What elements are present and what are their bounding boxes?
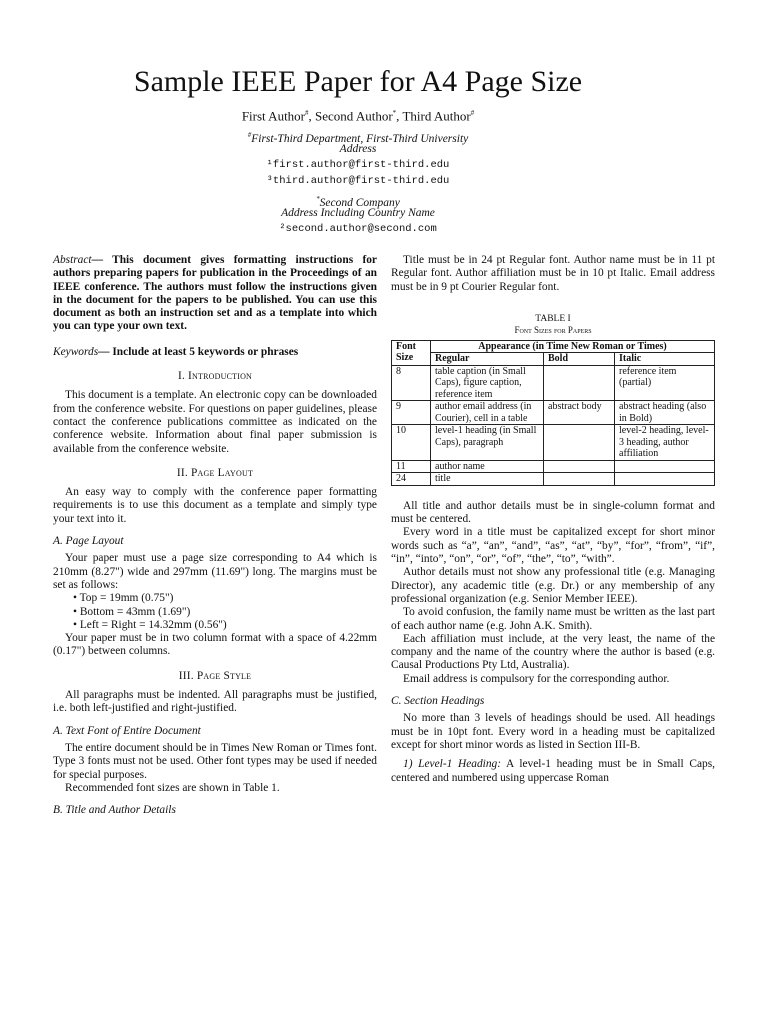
author-3-mark: # [470, 109, 475, 117]
table-cell-size: 9 [392, 401, 431, 425]
paragraph: The entire document should be in Times New Roman or Times font. Type 3 fonts must not be used. Other font types may be used if needed for special purposes. [53, 741, 377, 781]
table-cell-bold [544, 425, 615, 461]
paragraph: Recommended font sizes are shown in Table 1. [65, 781, 280, 794]
table-cell-regular: table caption (in Small Caps), figure caption, reference item [431, 365, 544, 401]
table-row [392, 460, 715, 473]
author-separator: , [308, 108, 316, 124]
paragraph: Your paper must use a page size corresponding to A4 which is 210mm (8.27") wide and 297mm (11.69") long. The margins must be set as follows: [53, 552, 377, 591]
table-cell-regular: author name [431, 460, 544, 473]
paragraph: All paragraphs must be indented. All paragraphs must be justified, i.e. both left-justified and right-justified. [53, 689, 377, 715]
section-heading-page-layout: II. Page Layout [176, 466, 254, 479]
email-1: ¹first.author@first-third.edu [266, 159, 450, 171]
table-cell-bold [544, 365, 615, 401]
affiliation-1-name: First-Third Department, First-Third University [251, 132, 469, 145]
table-cell-italic [615, 473, 715, 486]
paragraph: To avoid confusion, the family name must be written as the last part of each author name (e.g. John A.K. Smith). [391, 606, 715, 632]
email-2: ²second.author@second.com [279, 223, 437, 235]
paragraph: No more than 3 levels of headings should be used. All headings must be in 10pt font. Every word in a heading must be capitalized except for short minor words as listed in Section III-B. [391, 712, 715, 751]
author-separator: , [396, 108, 403, 124]
table-cell-regular: level-1 heading (in Small Caps), paragraph [431, 425, 544, 461]
table-cell-bold [544, 460, 615, 473]
font-size-table [391, 340, 715, 486]
table-header-bold: Bold [544, 353, 615, 366]
spacer [391, 486, 715, 500]
paragraph: Your paper must be in two column format with a space of 4.22mm (0.17") between columns. [53, 632, 377, 658]
section-heading-introduction: I. Introduction [177, 370, 253, 383]
paragraph: Email address is compulsory for the corresponding author. [403, 672, 670, 685]
affiliation-2-mark: * [316, 195, 320, 203]
table-cell-size: 24 [392, 473, 431, 486]
affiliation-1-mark: # [247, 131, 252, 139]
affiliation-2-name: Second Company [319, 196, 400, 209]
table-header-italic: Italic [615, 353, 715, 366]
keywords [53, 346, 377, 359]
paragraph: All title and author details must be in single-column format and must be centered. [391, 499, 715, 526]
subsection-heading-text-font: A. Text Font of Entire Document [53, 724, 201, 737]
table-header-appearance: Appearance (in Time New Roman or Times) [431, 340, 715, 353]
table-subcaption: Font Sizes for Papers [514, 324, 592, 335]
table-row [392, 365, 715, 401]
list-item: • Bottom = 43mm (1.69") [73, 605, 191, 618]
table-cell-size: 11 [392, 460, 431, 473]
table-row [392, 473, 715, 486]
author-2-mark: * [392, 109, 397, 117]
table-header-regular: Regular [431, 353, 544, 366]
paragraph: An easy way to comply with the conference paper formatting requirements is to use this document as a template and simply type your text into it. [53, 486, 377, 525]
email-3: ³third.author@first-third.edu [266, 175, 450, 187]
level3-heading-text: A level-1 heading must be in Small Caps, centered and numbered using uppercase Roman [391, 758, 715, 784]
table-cell-italic [615, 460, 715, 473]
paragraph: Every word in a title must be capitalized except for short minor words such as “a”, “an”, “and”, “as”, “at”, “by”, “for”, “from”, “if”, “in”, “into”, “on”, “or”, “of”, “the”, “to”, “with”. [391, 526, 715, 566]
subsection-heading-title-author: B. Title and Author Details [53, 804, 176, 817]
left-column [53, 254, 377, 821]
affiliation-2-line-2: Address Including Country Name [281, 207, 435, 219]
subsection-heading-page-layout: A. Page Layout [53, 535, 124, 548]
table-row [392, 401, 715, 425]
abstract-label: Abstract [53, 254, 92, 266]
paragraph: Author details must not show any professional title (e.g. Managing Director), any academic title (e.g. Dr.) or any membership of any professional organization (e.g. Senior Member IEEE). [391, 566, 715, 605]
subsection-heading-section-headings: C. Section Headings [391, 695, 485, 708]
list-item: • Left = Right = 14.32mm (0.56") [73, 618, 227, 631]
table-cell-regular: author email address (in Courier), cell in a table [431, 401, 544, 425]
list-item: • Top = 19mm (0.75") [73, 592, 174, 605]
paragraph: Title must be in 24 pt Regular font. Author name must be in 11 pt Regular font. Author affiliation must be in 10 pt Italic. Email address must be in 9 pt Courier Regular font. [391, 254, 715, 293]
table-caption: TABLE I [535, 313, 571, 324]
level3-heading-paragraph [391, 758, 715, 785]
keywords-text: — Include at least 5 keywords or phrases [98, 345, 299, 358]
abstract-text: — This document gives formatting instructions for authors preparing papers for publication in the Proceedings of an IEEE conference. The authors must follow the instructions given in the document for the papers to be published. You can use this document as both an instruction set and as a template into which you can type your own text. [53, 254, 377, 333]
table-cell-bold [544, 473, 615, 486]
keywords-label: Keywords [53, 345, 99, 358]
paragraph: This document is a template. An electronic copy can be downloaded from the conference website. For questions on paper guidelines, please contact the conference publications committee as indicated on the conference website. Information about final paper submission is available from the conference website. [53, 389, 377, 455]
abstract [53, 254, 377, 334]
margin-list [53, 592, 377, 632]
section-heading-page-style: III. Page Style [178, 669, 252, 682]
paper-title: Sample IEEE Paper for A4 Page Size [133, 65, 583, 98]
author-1-mark: # [305, 109, 309, 117]
author-1: First Author [241, 108, 306, 124]
author-2: Second Author [315, 108, 393, 124]
paragraph: Each affiliation must include, at the very least, the name of the company and the name of the country where the author is based (e.g. Causal Productions Pty Ltd, Australia). [391, 632, 715, 672]
affiliation-1-line-2: Address [339, 143, 377, 155]
right-column [391, 254, 715, 785]
table-cell-italic: level-2 heading, level-3 heading, author affiliation [615, 425, 715, 461]
author-list [0, 104, 716, 125]
table-cell-size: 10 [392, 425, 431, 461]
table-cell-italic: abstract heading (also in Bold) [615, 401, 715, 425]
table-row [392, 425, 715, 461]
table-cell-bold: abstract body [544, 401, 615, 425]
table-cell-regular: title [431, 473, 544, 486]
table-cell-size: 8 [392, 365, 431, 401]
table-header-font-size: Font Size [392, 340, 431, 365]
level3-heading-label: 1) Level-1 Heading: [403, 758, 502, 771]
table-cell-italic: reference item (partial) [615, 365, 715, 401]
author-3: Third Author [402, 108, 471, 124]
